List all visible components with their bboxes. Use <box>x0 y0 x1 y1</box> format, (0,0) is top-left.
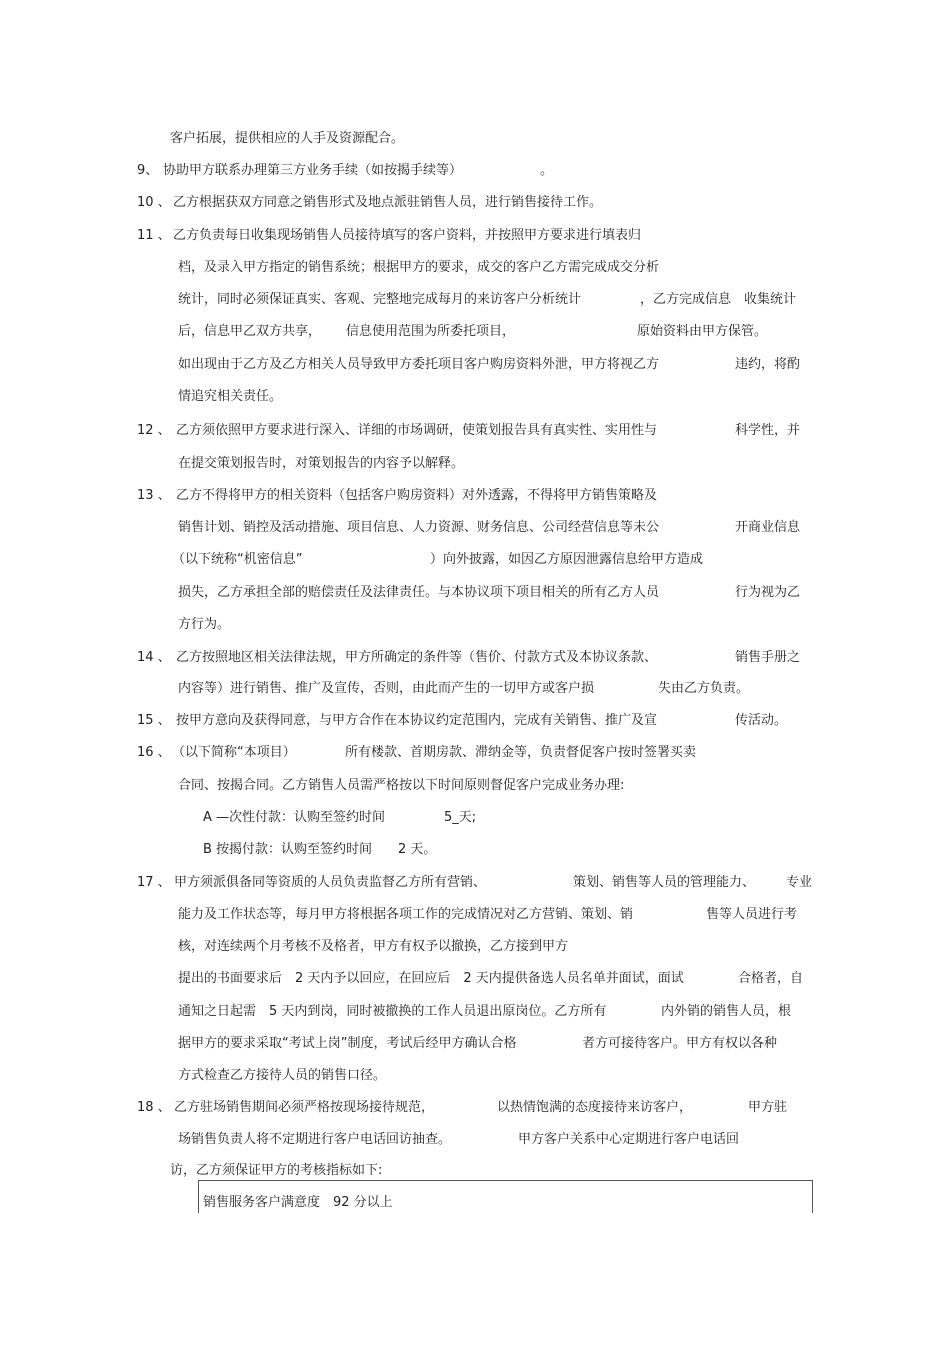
item13-line1: 乙方不得将甲方的相关资料（包括客户购房资料）对外透露，不得将甲方销售策略及 <box>176 488 658 503</box>
item13-number: 13 、 <box>137 488 171 503</box>
item17-line1a: 甲方须派俱备同等资质的人员负责监督乙方所有营销、 <box>174 875 487 890</box>
item11-line5a: 如出现由于乙方及乙方相关人员导致甲方委托项目客户购房资料外泄，甲方将视乙方 <box>178 357 660 372</box>
item10-number: 10 、 <box>137 195 171 210</box>
item16-option-a-days: 5_天; <box>444 810 477 825</box>
item14-line2b: 失由乙方负责。 <box>658 681 750 696</box>
item14-line2a: 内容等）进行销售、推广及宣传，否则，由此而产生的一切甲方或客户损 <box>178 681 595 696</box>
item14-line1a: 乙方按照地区相关法律法规，甲方所确定的条件等（售价、付款方式及本协议条款、 <box>176 650 658 665</box>
item11-line3a: 统计，同时必须保证真实、客观、完整地完成每月的来访客户分析统计 <box>178 292 582 307</box>
item12-line1b: 科学性，并 <box>735 423 801 438</box>
item14-line1b: 销售手册之 <box>735 650 801 665</box>
item17-line6b: 者方可接待客户。甲方有权以各种 <box>582 1036 778 1051</box>
item18-line3: 访，乙方须保证甲方的考核指标如下: <box>170 1163 383 1178</box>
item11-line4b: 信息使用范围为所委托项目， <box>346 324 516 339</box>
item11-line3b: ，乙方完成信息 收集统计 <box>640 292 797 307</box>
item9-text: 协助甲方联系办理第三方业务手续（如按揭手续等） <box>163 163 463 178</box>
item16-line2: 合同、按揭合同。乙方销售人员需严格按以下时间原则督促客户完成业务办理: <box>178 778 625 793</box>
item9-text-end: 。 <box>540 163 554 178</box>
item17-line1b: 策划、销售等人员的管理能力、 <box>573 875 756 890</box>
item13-line3a: （以下统称“机密信息” <box>172 552 303 567</box>
item11-line2: 档，及录入甲方指定的销售系统；根据甲方的要求，成交的客户乙方需完成成交分析 <box>178 260 660 275</box>
item15-number: 15 、 <box>137 713 171 728</box>
item17-line3: 核，对连续两个月考核不及格者，甲方有权予以撤换，乙方接到甲方 <box>178 939 569 954</box>
assessment-table <box>198 1180 813 1213</box>
item17-line7: 方式检查乙方接待人员的销售口径。 <box>178 1068 387 1083</box>
item13-line2b: 开商业信息 <box>735 520 801 535</box>
item17-number: 17 、 <box>137 875 171 890</box>
item12-number: 12 、 <box>137 423 171 438</box>
item17-line2b: 售等人员进行考 <box>706 907 798 922</box>
item18-line2a: 场销售负责人将不定期进行客户电话回访抽查。 <box>178 1132 452 1147</box>
item11-number: 11 、 <box>137 228 171 243</box>
item9-number: 9、 <box>137 163 159 178</box>
item17-line6a: 据甲方的要求采取“考试上岗”制度，考试后经甲方确认合格 <box>178 1036 517 1051</box>
item17-line5a: 通知之日起需 5 天内到岗，同时被撤换的工作人员退出原岗位。乙方所有 <box>178 1004 607 1019</box>
item17-line1c: 专业 <box>786 875 813 890</box>
item11-line4a: 后，信息甲乙双方共享， <box>178 324 322 339</box>
item12-line1a: 乙方须依照甲方要求进行深入、详细的市场调研，使策划报告具有真实性、实用性与 <box>176 423 658 438</box>
item18-line2b: 甲方客户关系中心定期进行客户电话回 <box>518 1132 740 1147</box>
item11-line5b: 违约，将酌 <box>735 357 801 372</box>
item8-continuation: 客户拓展，提供相应的人手及资源配合。 <box>170 131 405 146</box>
item17-line5b: 内外销的销售人员，根 <box>661 1004 792 1019</box>
item16-number: 16 、 <box>137 745 171 760</box>
item17-line4b: 合格者，自 <box>738 971 804 986</box>
item15-line1a: 按甲方意向及获得同意，与甲方合作在本协议约定范围内，完成有关销售、推广及宣 <box>176 713 658 728</box>
item11-line1: 乙方负责每日收集现场销售人员接待填写的客户资料，并按照甲方要求进行填表归 <box>173 228 642 243</box>
item16-option-a: A —次性付款：认购至签约时间 <box>203 810 386 825</box>
item13-line3b: ）向外披露，如因乙方原因泄露信息给甲方造成 <box>430 552 704 567</box>
item18-number: 18 、 <box>137 1100 171 1115</box>
item16-line1b: 所有楼款、首期房款、滞纳金等，负责督促客户按时签署买卖 <box>345 745 697 760</box>
item13-line5: 方行为。 <box>178 617 231 632</box>
item12-line2: 在提交策划报告时，对策划报告的内容予以解释。 <box>178 456 465 471</box>
item17-line4a: 提出的书面要求后 2 天内予以回应，在回应后 2 天内提供备选人员名单并面试，面试 <box>178 971 684 986</box>
item13-line4b: 行为视为乙 <box>735 585 801 600</box>
item18-line1b: 以热情饱满的态度接待来访客户， <box>497 1100 693 1115</box>
item13-line2a: 销售计划、销控及活动措施、项目信息、人力资源、财务信息、公司经营信息等未公 <box>178 520 660 535</box>
item16-option-b-days: 2 天。 <box>398 842 437 857</box>
item10-text: 乙方根据获双方同意之销售形式及地点派驻销售人员，进行销售接待工作。 <box>173 195 603 210</box>
item16-option-b: B 按揭付款：认购至签约时间 <box>203 842 373 857</box>
item11-line4c: 原始资料由甲方保管。 <box>637 324 768 339</box>
item15-line1b: 传活动。 <box>735 713 788 728</box>
item17-line2a: 能力及工作状态等，每月甲方将根据各项工作的完成情况对乙方营销、策划、销 <box>178 907 634 922</box>
item16-line1a: （以下简称“本项目） <box>172 745 296 760</box>
item11-line6: 情追究相关责任。 <box>178 389 283 404</box>
assessment-table-row: 销售服务客户满意度 92 分以上 <box>203 1195 393 1210</box>
item13-line4a: 损失，乙方承担全部的赔偿责任及法律责任。与本协议项下项目相关的所有乙方人员 <box>178 585 660 600</box>
item18-line1a: 乙方驻场销售期间必须严格按现场接待规范， <box>174 1100 435 1115</box>
item18-line1c: 甲方驻 <box>748 1100 788 1115</box>
item14-number: 14 、 <box>137 650 171 665</box>
